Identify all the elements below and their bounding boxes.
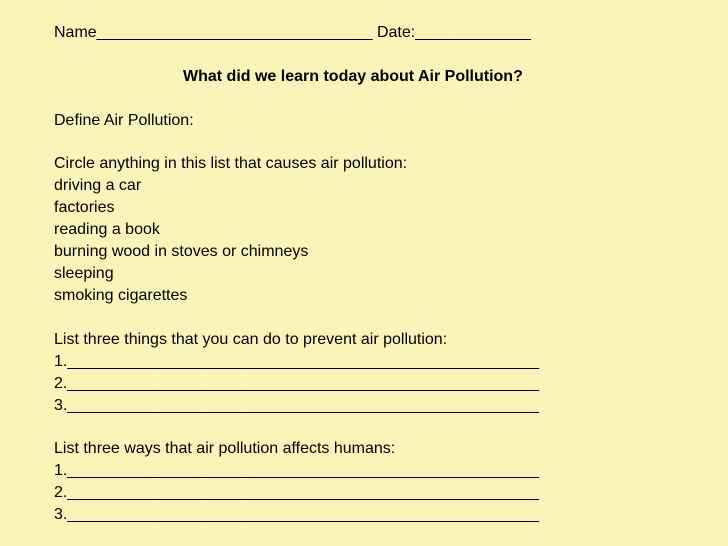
answer-blank: 1._____________________________________________________: [54, 462, 539, 479]
answer-blank: 1._____________________________________________________: [54, 353, 539, 370]
answer-blank: 2._____________________________________________________: [54, 484, 539, 501]
list-item: reading a book: [54, 221, 160, 238]
circle-prompt: Circle anything in this list that causes air pollution:: [54, 155, 408, 172]
answer-blank: 2._____________________________________________________: [54, 375, 539, 392]
name-date-line: Name_______________________________ Date:_____________: [54, 24, 531, 41]
list-item: driving a car: [54, 177, 142, 194]
list-item: smoking cigarettes: [54, 287, 188, 304]
prevent-prompt: List three things that you can do to prevent air pollution:: [54, 331, 448, 348]
effects-prompt: List three ways that air pollution affects humans:: [54, 440, 396, 457]
list-item: factories: [54, 199, 115, 216]
answer-blank: 3._____________________________________________________: [54, 397, 539, 414]
list-item: burning wood in stoves or chimneys: [54, 243, 309, 260]
worksheet-title: What did we learn today about Air Pollution?: [183, 68, 523, 85]
list-item: sleeping: [54, 265, 114, 282]
answer-blank: 3._____________________________________________________: [54, 506, 539, 523]
define-prompt: Define Air Pollution:: [54, 112, 194, 129]
